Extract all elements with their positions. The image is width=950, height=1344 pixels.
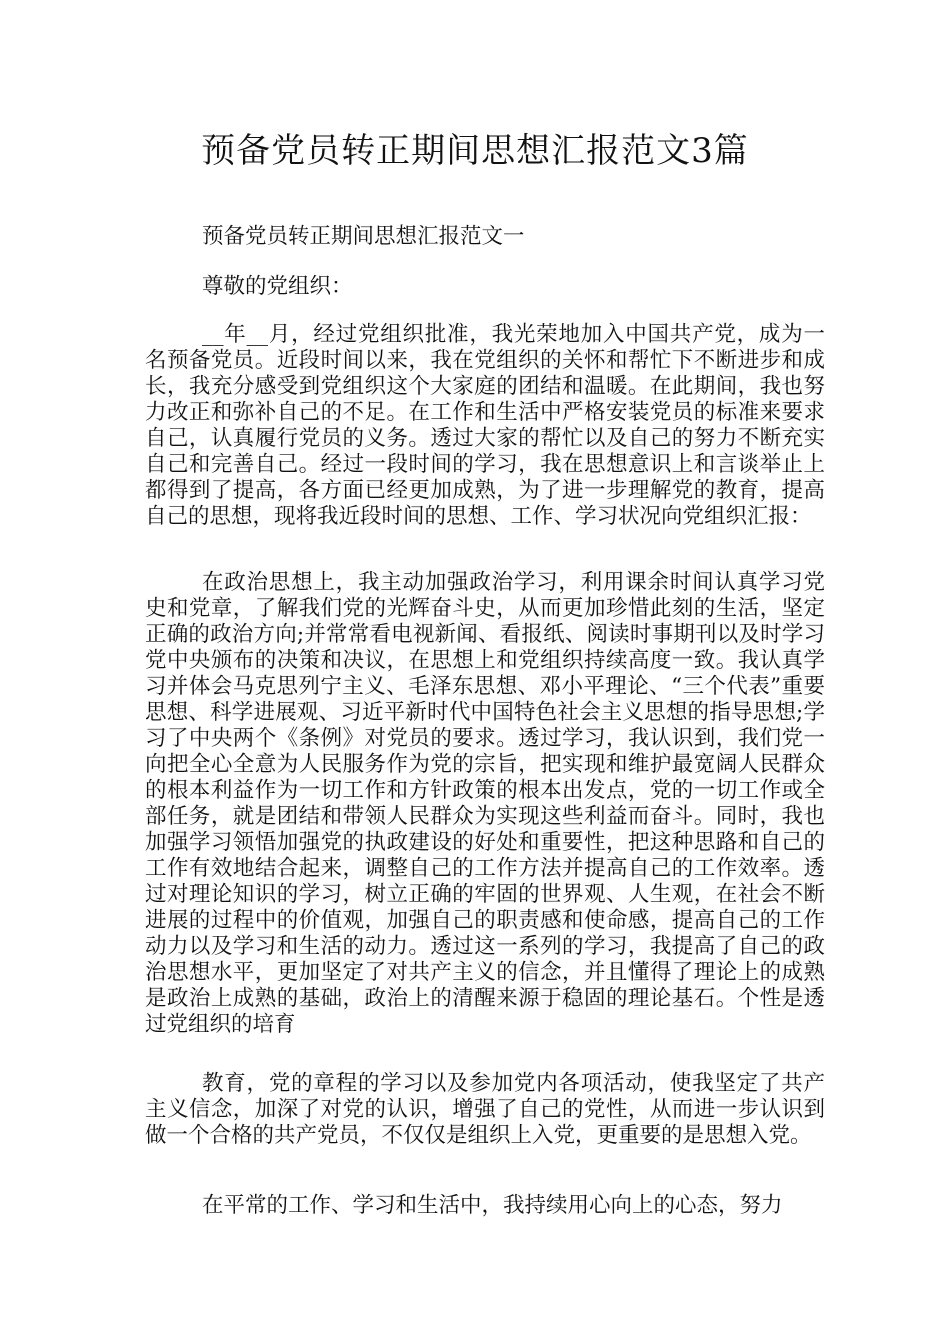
paragraph-4: 在平常的工作、学习和生活中，我持续用心向上的心态，努力	[202, 1193, 783, 1218]
salutation: 尊敬的党组织：	[202, 274, 353, 299]
document-title: 预备党员转正期间思想汇报范文3篇	[201, 131, 749, 171]
section-subtitle: 预备党员转正期间思想汇报范文一	[202, 224, 525, 249]
paragraph-2: 在政治思想上，我主动加强政治学习，利用课余时间认真学习党史和党章，了解我们党的光辉奋斗史，从而更加珍惜此刻的生活，坚定正确的政治方向;并常常看电视新闻、看报纸、阅读时事期刊以及时学习党中央颁布的决策和决议，在思想上和党组织持续高度一致。我认真学习并体会马克思列宁主义、毛泽东思想、邓小平理论、“三个代表”重要思想、科学进展观、习近平新时代中国特色社会主义思想的指导思想;学习了中央两个《条例》对党员的要求。透过学习，我认识到，我们党一向把全心全意为人民服务作为党的宗旨，把实现和维护最宽阔人民群众的根本利益作为一切工作和方针政策的根本出发点，党的一切工作或全部任务，就是团结和带领人民群众为实现这些利益而奋斗。同时，我也加强学习领悟加强党的执政建设的好处和重要性，把这种思路和自己的工作有效地结合起来，调整自己的工作方法并提高自己的工作效率。透过对理论知识的学习，树立正确的牢固的世界观、人生观，在社会不断进展的过程中的价值观，加强自己的职责感和使命感，提高自己的工作动力以及学习和生活的动力。透过这一系列的学习，我提高了自己的政治思想水平，更加坚定了对共产主义的信念，并且懂得了理论上的成熟是政治上成熟的基础，政治上的清醒来源于稳固的理论基石。个性是透过党组织的培育	[145, 570, 825, 1037]
paragraph-3: 教育，党的章程的学习以及参加党内各项活动，使我坚定了共产主义信念，加深了对党的认识，增强了自己的党性，从而进一步认识到做一个合格的共产党员，不仅仅是组织上入党，更重要的是思想入党。	[145, 1071, 825, 1148]
paragraph-1: __年__月，经过党组织批准，我光荣地加入中国共产党，成为一名预备党员。近段时间以来，我在党组织的关怀和帮忙下不断进步和成长，我充分感受到党组织这个大家庭的团结和温暖。在此期间，我也努力改正和弥补自己的不足。在工作和生活中严格安装党员的标准来要求自己，认真履行党员的义务。透过大家的帮忙以及自己的努力不断充实自己和完善自己。经过一段时间的学习，我在思想意识上和言谈举止上都得到了提高，各方面已经更加成熟，为了进一步理解党的教育，提高自己的思想，现将我近段时间的思想、工作、学习状况向党组织汇报：	[145, 322, 825, 529]
